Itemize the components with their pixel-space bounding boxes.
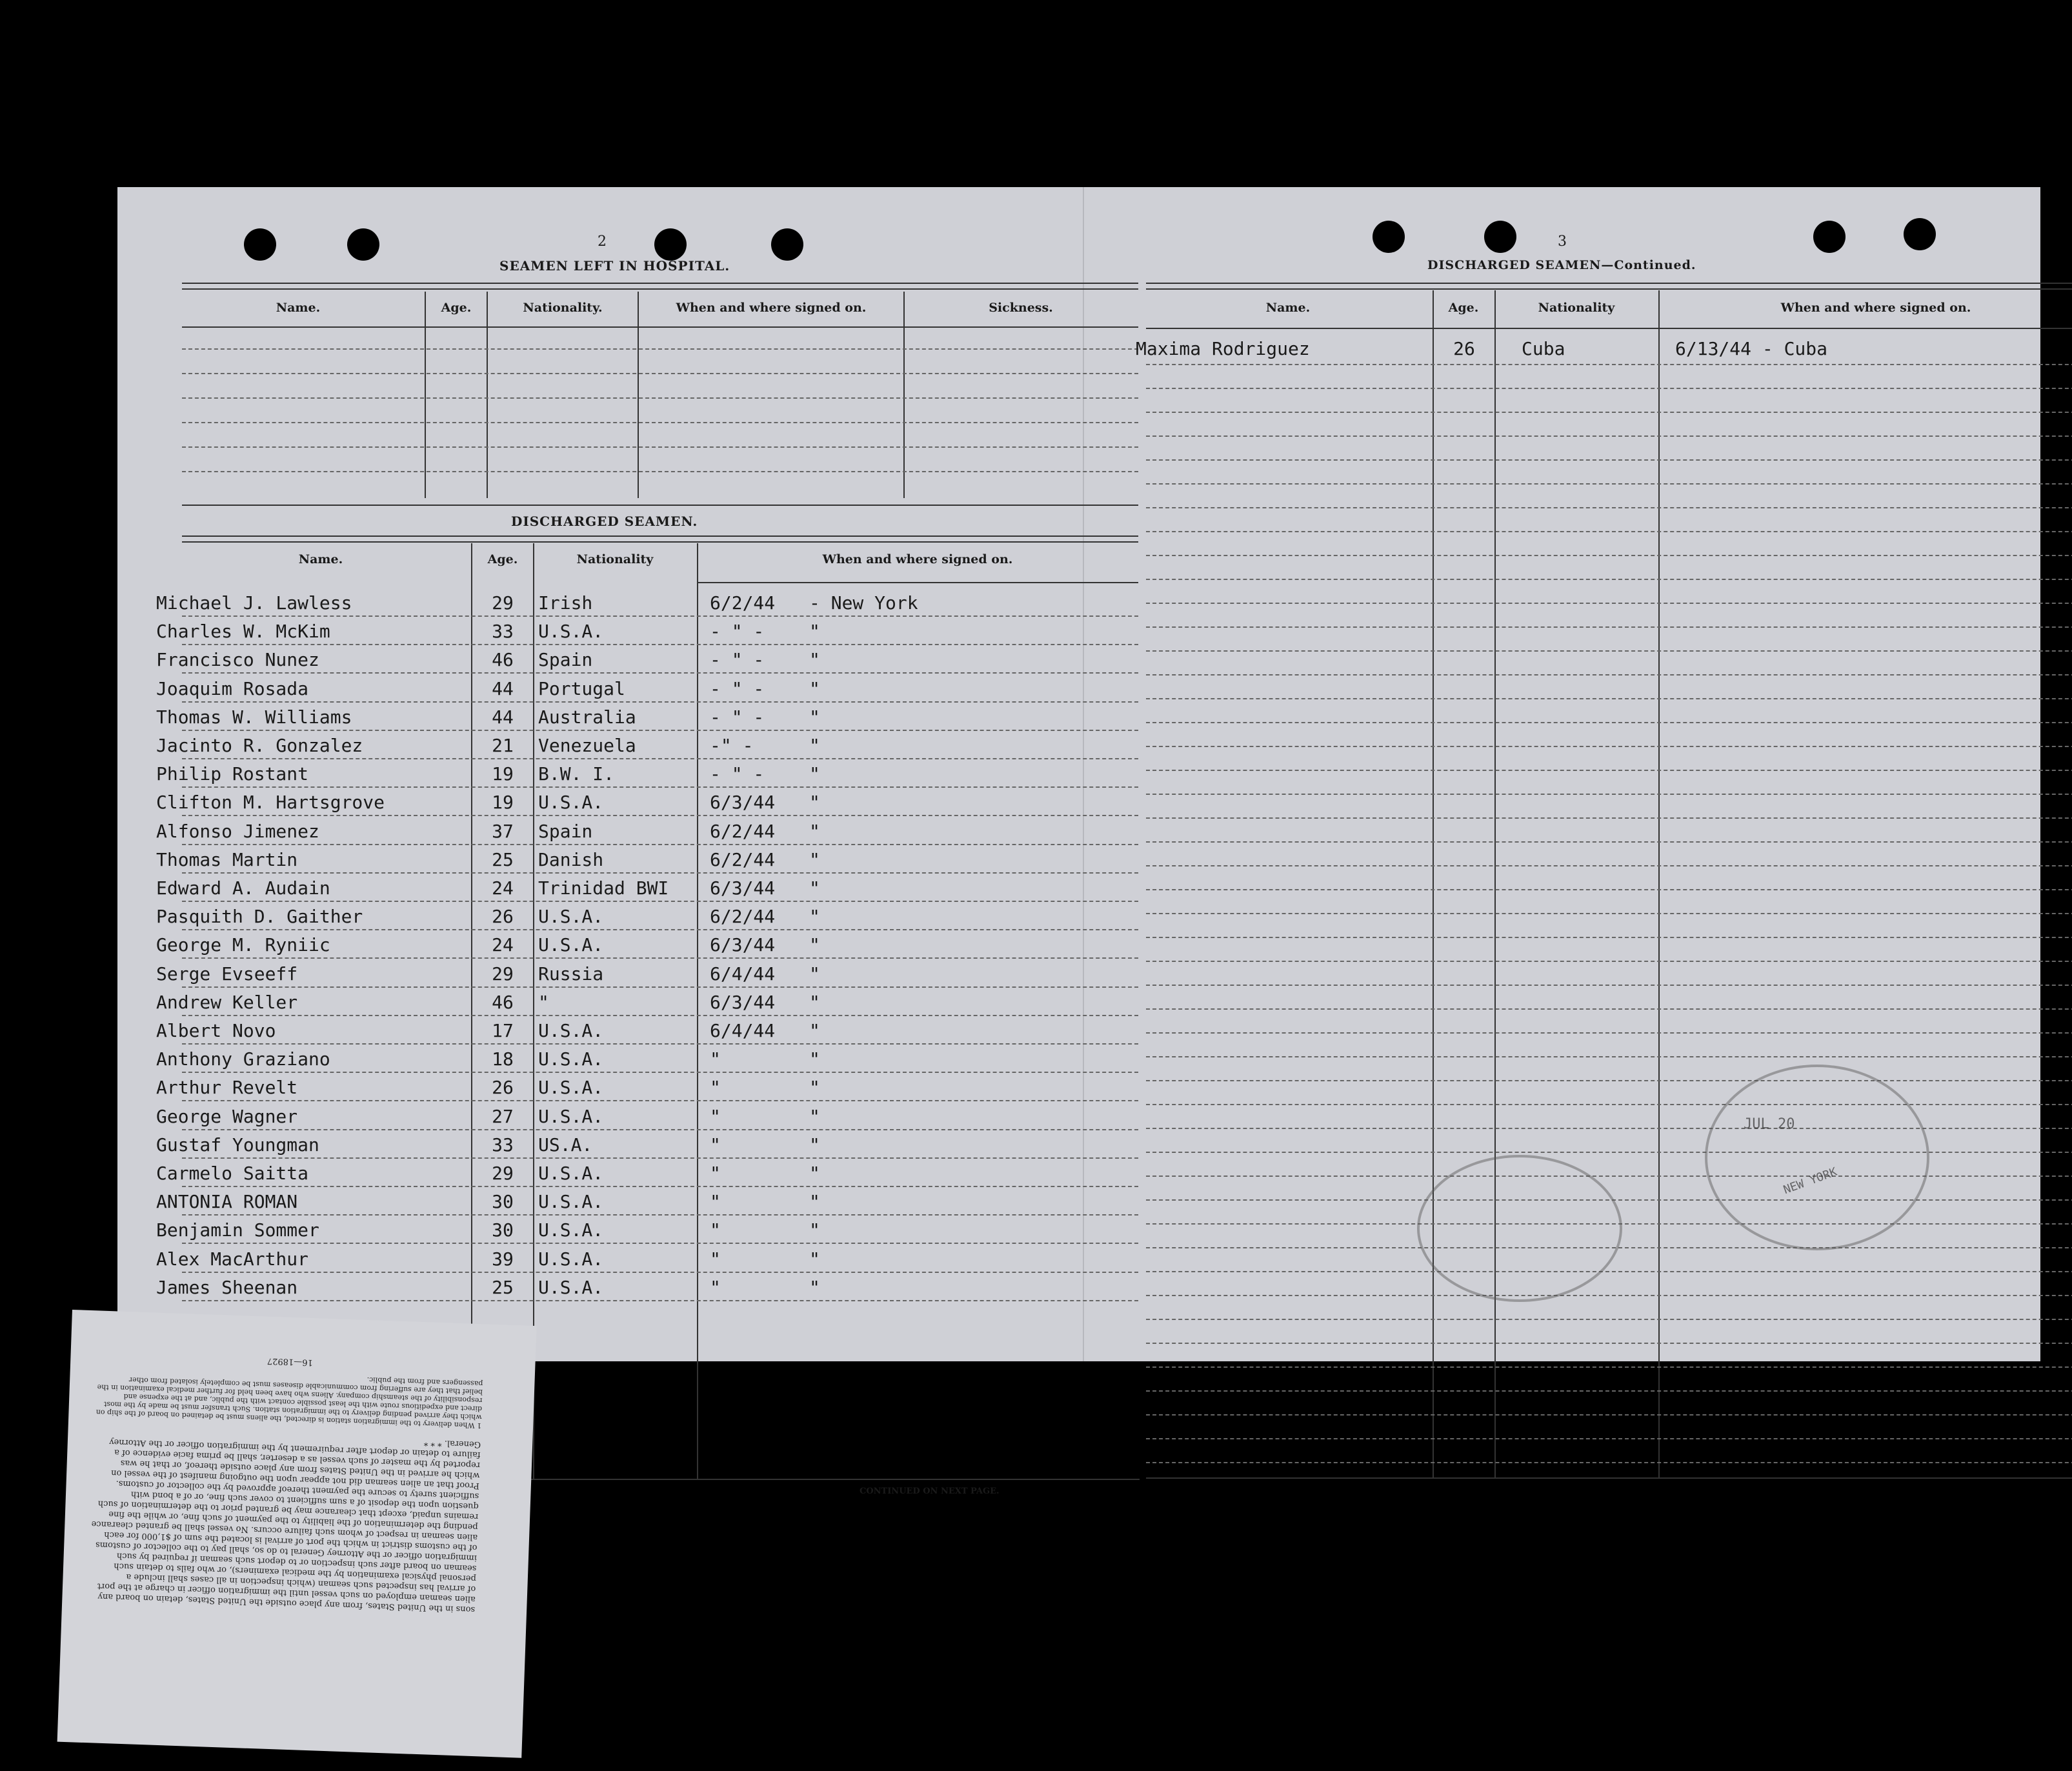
seaman-age: 46 xyxy=(492,992,514,1013)
seaman-name: Arthur Revelt xyxy=(156,1077,298,1098)
signed-on-date: " xyxy=(710,1191,721,1212)
seaman-nationality: U.S.A. xyxy=(538,1106,604,1127)
seaman-age: 17 xyxy=(492,1020,514,1041)
signed-on-place: " xyxy=(809,1248,820,1270)
hospital-row-line xyxy=(182,471,1138,472)
signed-on-date: " xyxy=(710,1106,721,1127)
hospital-col-signed: When and where signed on. xyxy=(676,301,867,315)
seaman-nationality: Spain xyxy=(538,821,593,842)
seaman-age: 39 xyxy=(492,1248,514,1270)
signed-on-place: " xyxy=(809,1048,820,1070)
seaman-name: Albert Novo xyxy=(156,1020,276,1041)
signed-on-date: 6/4/44 xyxy=(710,1020,776,1041)
seaman-nationality: US.A. xyxy=(538,1134,593,1156)
table-row-line xyxy=(182,701,1138,703)
signed-on-place: " xyxy=(809,821,820,842)
table-row-line xyxy=(182,1100,1138,1101)
seaman-nationality: B.W. I. xyxy=(538,763,615,785)
signed-on-place: " xyxy=(809,792,820,813)
seaman-age: 19 xyxy=(492,792,514,813)
signed-on-date: 6/3/44 xyxy=(710,877,776,899)
slip-body-text: sons in the United States, from any place outside the United States, detain on board any alien seaman employed on such vessel until the immigration officer in charge at the port of arrival has inspected such seaman (which inspection in all cases shall include a personal physical examination by the medical examiners), or who fails to detain such seaman on board after such inspection or to deport such seaman if required by such immigration officer or the Attorney General to do so, shall pay to the collector of customs of the customs district in which the port of arrival is located the sum of $1,000 for each alien seaman in respect of whom such failure occurs. No vessel shall be granted clearance pending the determination of the liability to the payment of such fine, or while the fine remains unpaid, except that clearance may be granted prior to the determination of such question upon the deposit of a sum sufficient to cover such fine, or of a bond with sufficient surety to secure the payment thereof approved by the collector of customs. Proof that an alien seaman did not appear upon the outgoing manifest of the vessel on which he arrived in the United States from any place outside thereof, or that he was reported by the master of such vessel as a deserter, shall be prima facie evidence of a failure to detain or deport after requirement by the immigration officer or the Attorney General. * * * 1 When delivery to the immigration station is directed, the aliens must be detained on board of the ship on which they arrived pending delivery to the immigration station. Such transfer must be made by the most direct and expeditious route with the least possible contact with the public, and at the expense and responsibility of the steamship company. Aliens who have been held for further medical examination in the belief that they are suffering from communicable diseases must be completely isolated from other passengers and from the public. 16—18927 xyxy=(88,1349,483,1614)
seaman-name: Thomas W. Williams xyxy=(156,706,352,728)
signed-on-date: 6/2/44 xyxy=(710,821,776,842)
table-row-line xyxy=(1146,961,2072,962)
seaman-age: 19 xyxy=(492,763,514,785)
round-stamp xyxy=(1417,1155,1622,1302)
signed-on-date: 6/3/44 xyxy=(710,934,776,956)
table-row-line xyxy=(1146,603,2072,604)
signed-on-place: " xyxy=(809,1106,820,1127)
signed-on-date: " xyxy=(710,1134,721,1156)
seaman-nationality: Russia xyxy=(538,963,604,985)
table-row-line xyxy=(182,786,1138,788)
seaman-age: 29 xyxy=(492,963,514,985)
signed-on-date: 6/3/44 xyxy=(710,792,776,813)
table-row-line xyxy=(1146,865,2072,866)
seaman-age: 18 xyxy=(492,1048,514,1070)
punch-hole xyxy=(1484,221,1516,253)
seaman-nationality: U.S.A. xyxy=(538,1248,604,1270)
table-row-line xyxy=(1146,841,2072,843)
seaman-name: Serge Evseeff xyxy=(156,963,298,985)
seaman-nationality: " xyxy=(538,992,549,1013)
seaman-age: 30 xyxy=(492,1219,514,1241)
attached-slip xyxy=(57,1310,537,1758)
table-row-line xyxy=(1146,1128,2072,1129)
hospital-col-divider xyxy=(487,292,488,498)
signed-on-date: " xyxy=(710,1163,721,1184)
table-row-line xyxy=(182,1015,1138,1016)
signed-on-place: " xyxy=(809,849,820,870)
table-row-line xyxy=(1146,722,2072,723)
table-row-line xyxy=(1146,1176,2072,1177)
hospital-header-rule xyxy=(182,326,1138,328)
signed-on-date: 6/13/44 - Cuba xyxy=(1675,338,1828,359)
seaman-age: 24 xyxy=(492,877,514,899)
table-row-line xyxy=(1146,889,2072,890)
signed-on-place: " xyxy=(809,621,820,642)
seaman-name: Carmelo Saitta xyxy=(156,1163,309,1184)
page-fold xyxy=(1083,187,1084,1361)
seaman-name: Alfonso Jimenez xyxy=(156,821,319,842)
table-row-line xyxy=(182,758,1138,759)
signed-on-date: - " - xyxy=(710,649,765,670)
seaman-name: Thomas Martin xyxy=(156,849,298,870)
seaman-nationality: U.S.A. xyxy=(538,1163,604,1184)
punch-hole xyxy=(244,228,276,261)
table-row-line xyxy=(1146,626,2072,628)
seaman-age: 24 xyxy=(492,934,514,956)
table-row-line xyxy=(1146,459,2072,461)
table-row-line xyxy=(1146,1032,2072,1034)
table-row-line xyxy=(1146,388,2072,389)
seaman-name: Andrew Keller xyxy=(156,992,298,1013)
seaman-nationality: U.S.A. xyxy=(538,934,604,956)
left-page-number: 2 xyxy=(598,234,607,250)
right-top-rule xyxy=(1146,283,2072,290)
table-row-line xyxy=(1146,531,2072,532)
seaman-nationality: Cuba xyxy=(1522,338,1565,359)
discharged-top-rule xyxy=(182,535,1138,543)
table-row-line xyxy=(182,1072,1138,1073)
table-row-line xyxy=(182,986,1138,988)
table-row-line xyxy=(1146,1295,2072,1296)
signed-on-date: " xyxy=(710,1248,721,1270)
signed-on-place: " xyxy=(809,1191,820,1212)
signed-on-place: " xyxy=(809,963,820,985)
signed-on-date: " xyxy=(710,1077,721,1098)
seaman-age: 44 xyxy=(492,678,514,699)
discharged-col-name: Name. xyxy=(298,552,343,566)
stamp-date: JUL 20 xyxy=(1744,1116,1795,1132)
right-title: DISCHARGED SEAMEN—Continued. xyxy=(1427,258,1696,272)
table-row-line xyxy=(182,844,1138,845)
signed-on-place: " xyxy=(809,906,820,927)
table-row-line xyxy=(1146,1438,2072,1439)
hospital-bottom-rule xyxy=(182,505,1138,506)
signed-on-date: 6/2/44 xyxy=(710,906,776,927)
signed-on-place: - New York xyxy=(809,592,918,614)
hospital-row-line xyxy=(182,422,1138,423)
signed-on-date: -" - xyxy=(710,735,754,756)
hospital-col-divider xyxy=(425,292,426,498)
signed-on-place: " xyxy=(809,1020,820,1041)
signed-on-date: - " - xyxy=(710,763,765,785)
seaman-name: Joaquim Rosada xyxy=(156,678,309,699)
table-row-line xyxy=(1146,364,2072,365)
seaman-nationality: U.S.A. xyxy=(538,1048,604,1070)
signed-on-place: " xyxy=(809,1077,820,1098)
table-row-line xyxy=(1146,1319,2072,1320)
stamp-city: NEW YORK xyxy=(1782,1165,1839,1197)
signed-on-place: " xyxy=(809,934,820,956)
signed-on-date: " xyxy=(710,1219,721,1241)
punch-hole xyxy=(771,228,803,261)
seaman-nationality: U.S.A. xyxy=(538,1191,604,1212)
table-row-line xyxy=(1146,937,2072,938)
seaman-nationality: Venezuela xyxy=(538,735,636,756)
signed-on-place: " xyxy=(809,1134,820,1156)
seaman-nationality: Trinidad BWI xyxy=(538,877,669,899)
signed-on-date: 6/3/44 xyxy=(710,992,776,1013)
discharged-header-rule xyxy=(698,582,1138,583)
signed-on-place: " xyxy=(809,706,820,728)
signed-on-place: " xyxy=(809,992,820,1013)
discharged-col-age: Age. xyxy=(487,552,518,566)
table-row-line xyxy=(182,1214,1138,1216)
signed-on-date: " xyxy=(710,1048,721,1070)
table-row-line xyxy=(1146,698,2072,699)
table-row-line xyxy=(1146,1390,2072,1392)
seaman-name: Maxima Rodriguez xyxy=(1136,338,1310,359)
table-row-line xyxy=(1146,1008,2072,1010)
table-row-line xyxy=(182,1043,1138,1045)
seaman-name: Jacinto R. Gonzalez xyxy=(156,735,363,756)
punch-hole xyxy=(1373,221,1405,253)
table-row-line xyxy=(1146,674,2072,675)
seaman-age: 29 xyxy=(492,592,514,614)
seaman-age: 30 xyxy=(492,1191,514,1212)
seaman-age: 25 xyxy=(492,1277,514,1298)
table-row-line xyxy=(1146,746,2072,747)
table-row-line xyxy=(1146,650,2072,652)
discharged-col-divider xyxy=(697,543,698,1479)
seaman-name: George Wagner xyxy=(156,1106,298,1127)
signed-on-place: " xyxy=(809,649,820,670)
punch-hole xyxy=(1904,218,1936,250)
hospital-col-sickness: Sickness. xyxy=(989,301,1053,315)
seaman-nationality: Irish xyxy=(538,592,593,614)
right-bottom-rule xyxy=(1146,1477,2072,1479)
table-row-line xyxy=(1146,1462,2072,1463)
table-row-line xyxy=(1146,1414,2072,1416)
hospital-row-line xyxy=(182,397,1138,399)
table-row-line xyxy=(182,957,1138,959)
table-row-line xyxy=(182,815,1138,816)
slip-form-number: 16—18927 xyxy=(267,1356,314,1368)
seaman-age: 44 xyxy=(492,706,514,728)
seaman-age: 25 xyxy=(492,849,514,870)
seaman-age: 29 xyxy=(492,1163,514,1184)
table-row-line xyxy=(1146,1343,2072,1344)
seaman-nationality: Spain xyxy=(538,649,593,670)
hospital-row-line xyxy=(182,348,1138,350)
table-row-line xyxy=(1146,1366,2072,1368)
discharged-title: DISCHARGED SEAMEN. xyxy=(511,514,698,529)
right-col-divider xyxy=(1433,290,1434,1477)
right-page-number: 3 xyxy=(1558,234,1567,250)
punch-hole xyxy=(347,228,379,261)
signed-on-place: " xyxy=(809,1219,820,1241)
seaman-name: James Sheenan xyxy=(156,1277,298,1298)
hospital-col-name: Name. xyxy=(276,301,321,315)
seaman-name: Edward A. Audain xyxy=(156,877,330,899)
table-row-line xyxy=(182,1243,1138,1244)
signed-on-place: " xyxy=(809,678,820,699)
punch-hole xyxy=(1813,221,1846,253)
right-header-rule xyxy=(1146,328,2072,329)
table-row-line xyxy=(1146,794,2072,795)
table-row-line xyxy=(182,1272,1138,1273)
table-row-line xyxy=(1146,770,2072,771)
right-col-nationality: Nationality xyxy=(1538,301,1615,315)
seaman-age: 27 xyxy=(492,1106,514,1127)
table-row-line xyxy=(1146,985,2072,986)
hospital-top-rule xyxy=(182,283,1138,290)
signed-on-date: 6/4/44 xyxy=(710,963,776,985)
table-row-line xyxy=(182,1129,1138,1130)
seaman-nationality: U.S.A. xyxy=(538,906,604,927)
signed-on-place: " xyxy=(809,735,820,756)
seaman-name: Michael J. Lawless xyxy=(156,592,352,614)
seaman-age: 33 xyxy=(492,621,514,642)
seaman-age: 26 xyxy=(492,906,514,927)
hospital-row-line xyxy=(182,373,1138,374)
table-row-line xyxy=(182,615,1138,617)
seaman-age: 21 xyxy=(492,735,514,756)
right-col-age: Age. xyxy=(1448,301,1479,315)
table-row-line xyxy=(1146,1271,2072,1272)
punch-hole xyxy=(654,228,687,261)
seaman-nationality: U.S.A. xyxy=(538,1020,604,1041)
signed-on-date: 6/2/44 xyxy=(710,849,776,870)
seaman-name: ANTONIA ROMAN xyxy=(156,1191,298,1212)
seaman-name: Philip Rostant xyxy=(156,763,309,785)
signed-on-date: 6/2/44 xyxy=(710,592,776,614)
seaman-nationality: Australia xyxy=(538,706,636,728)
hospital-row-line xyxy=(182,446,1138,448)
signed-on-date: - " - xyxy=(710,678,765,699)
signed-on-place: " xyxy=(809,763,820,785)
seaman-nationality: U.S.A. xyxy=(538,1219,604,1241)
hospital-title: SEAMEN LEFT IN HOSPITAL. xyxy=(499,258,730,274)
table-row-line xyxy=(1146,579,2072,580)
table-row-line xyxy=(1146,507,2072,508)
seaman-name: George M. Ryniic xyxy=(156,934,330,956)
seaman-nationality: Portugal xyxy=(538,678,625,699)
signed-on-place: " xyxy=(809,877,820,899)
seaman-name: Francisco Nunez xyxy=(156,649,319,670)
continued-note: CONTINUED ON NEXT PAGE. xyxy=(860,1486,1000,1496)
table-row-line xyxy=(182,929,1138,930)
seaman-age: 26 xyxy=(492,1077,514,1098)
table-row-line xyxy=(1146,1152,2072,1153)
table-row-line xyxy=(182,730,1138,731)
table-row-line xyxy=(1146,1104,2072,1105)
signed-on-date: - " - xyxy=(710,621,765,642)
table-row-line xyxy=(182,1300,1138,1301)
signed-on-date: - " - xyxy=(710,706,765,728)
table-row-line xyxy=(1146,817,2072,819)
table-row-line xyxy=(1146,435,2072,437)
seaman-name: Alex MacArthur xyxy=(156,1248,309,1270)
table-row-line xyxy=(182,672,1138,674)
seaman-name: Clifton M. Hartsgrove xyxy=(156,792,385,813)
table-row-line xyxy=(1146,1056,2072,1057)
table-row-line xyxy=(1146,483,2072,485)
seaman-nationality: U.S.A. xyxy=(538,1277,604,1298)
table-row-line xyxy=(1146,913,2072,914)
seaman-age: 33 xyxy=(492,1134,514,1156)
seaman-name: Charles W. McKim xyxy=(156,621,330,642)
right-col-signed: When and where signed on. xyxy=(1780,301,1971,315)
seaman-name: Anthony Graziano xyxy=(156,1048,330,1070)
table-row-line xyxy=(182,872,1138,874)
table-row-line xyxy=(1146,412,2072,413)
slip-footnote: 1 When delivery to the immigration station is directed, the aliens must be detained on board of the ship on which they arrived pending delivery to the immigration station. Such transfer must be made by the most direct and expeditious route with the least possible contact with the public, and at the expense and responsibility of the steamship company. Aliens who have been held for further medical examination in the belief that they are suffering from communicable diseases must be completely isolated from other passengers and from the public. xyxy=(96,1376,483,1430)
table-row-line xyxy=(182,1157,1138,1159)
discharged-col-nationality: Nationality xyxy=(576,552,654,566)
table-row-line xyxy=(182,1186,1138,1187)
signed-on-place: " xyxy=(809,1277,820,1298)
hospital-col-divider xyxy=(638,292,639,498)
official-stamp xyxy=(1705,1065,1929,1250)
signed-on-place: " xyxy=(809,1163,820,1184)
table-row-line xyxy=(182,901,1138,902)
hospital-col-nationality: Nationality. xyxy=(523,301,603,315)
table-row-line xyxy=(182,644,1138,645)
seaman-name: Benjamin Sommer xyxy=(156,1219,319,1241)
signed-on-date: " xyxy=(710,1277,721,1298)
seaman-nationality: U.S.A. xyxy=(538,1077,604,1098)
discharged-col-signed: When and where signed on. xyxy=(822,552,1013,566)
seaman-nationality: U.S.A. xyxy=(538,621,604,642)
table-row-line xyxy=(1146,555,2072,556)
table-row-line xyxy=(1146,1080,2072,1081)
seaman-age: 26 xyxy=(1453,338,1475,359)
hospital-col-age: Age. xyxy=(441,301,472,315)
right-col-name: Name. xyxy=(1265,301,1311,315)
right-col-divider xyxy=(1658,290,1660,1477)
seaman-nationality: U.S.A. xyxy=(538,792,604,813)
seaman-name: Gustaf Youngman xyxy=(156,1134,319,1156)
seaman-name: Pasquith D. Gaither xyxy=(156,906,363,927)
seaman-nationality: Danish xyxy=(538,849,604,870)
seaman-age: 46 xyxy=(492,649,514,670)
hospital-col-divider xyxy=(903,292,905,498)
seaman-age: 37 xyxy=(492,821,514,842)
